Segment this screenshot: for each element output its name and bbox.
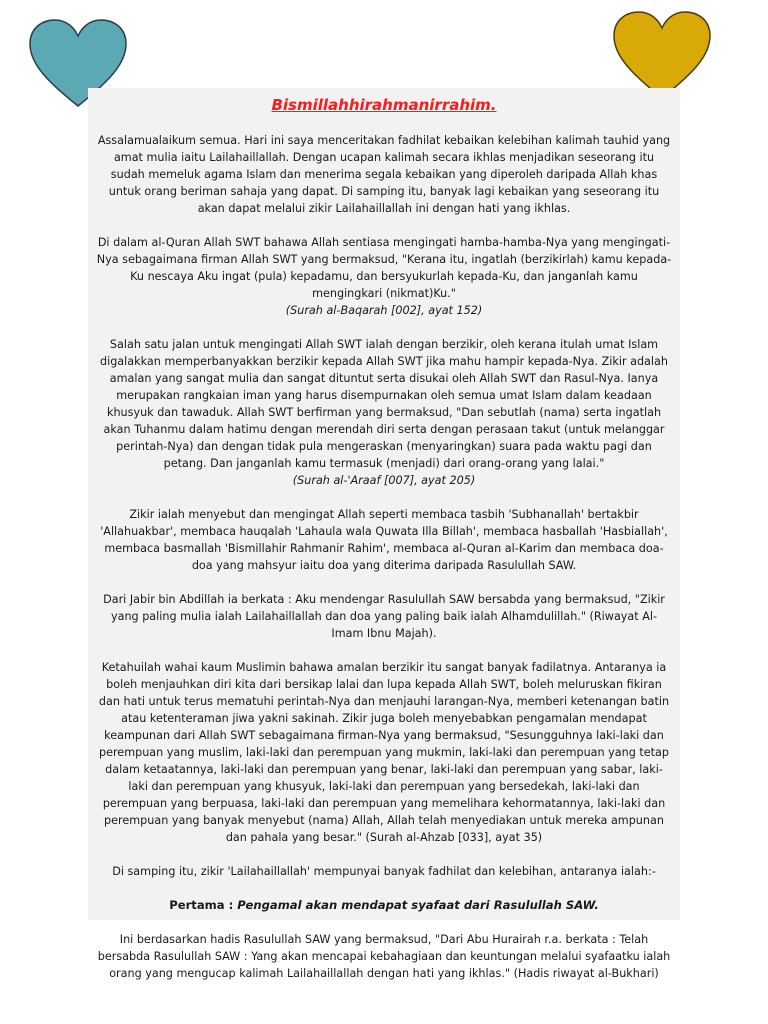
- paragraph-zikir-path: [96, 336, 672, 489]
- paragraph-jabir-hadith: [96, 591, 672, 642]
- paragraph-lailahaillallah: [96, 863, 672, 880]
- point-label: Pertama :: [169, 898, 238, 912]
- reference-baqarah: (Surah al-Baqarah [002], ayat 152): [285, 304, 483, 317]
- article-title: Bismillahhirahmanirrahim.: [271, 96, 497, 114]
- paragraph-zikir-path-text: Salah satu jalan untuk mengingati Allah SWT ialah dengan berzikir, oleh kerana itulah umat Islam digalakkan memperbanyakkan berzikir kepada Allah SWT jika mahu hampir kepada-Nya. Zikir adalah amalan yang sangat mulia dan sangat dituntut serta disukai oleh Allah SWT dan Rasul-Nya. Ianya merupakan rangkaian iman yang harus disempurnakan oleh semua umat Islam dalam keadaan khusyuk dan tawaduk. Allah SWT berfirman yang bermaksud, "Dan sebutlah (nama) serta ingatlah akan Tuhanmu dalam hatimu dengan merendah diri serta dengan perasaan takut (untuk melanggar perintah-Nya) dan dengan tidak pula mengeraskan (menyaringkan) suara pada waktu pagi dan petang. Dan janganlah kamu termasuk (menjadi) dari orang-orang yang lalai.": [100, 338, 668, 470]
- paragraph-abu-hurairah: [96, 931, 672, 982]
- point-text: Pengamal akan mendapat syafaat dari Rasulullah SAW.: [237, 898, 599, 912]
- paragraph-intro-text: Assalamualaikum semua. Hari ini saya menceritakan fadhilat kebaikan kelebihan kalimah tauhid yang amat mulia iaitu Lailahaillallah. Dengan ucapan kalimah secara ikhlas menjadikan seseorang itu sudah memeluk agama Islam dan menerima segala kebaikan yang diperoleh daripada Allah khas untuk orang beriman sahaja yang dapat. Di samping itu, banyak lagi kebaikan yang seseorang itu akan dapat melalui zikir Lailahaillallah ini dengan hati yang ikhlas.: [97, 134, 671, 215]
- paragraph-quran-text: Di dalam al-Quran Allah SWT bahawa Allah sentiasa mengingati hamba-hamba-Nya yang mengingati-Nya sebagaimana firman Allah SWT yang bermaksud, "Kerana itu, ingatlah (berzikirlah) kamu kepada-Ku nescaya Aku ingat (pula) kepadamu, dan bersyukurlah kepada-Ku, dan janganlah kamu mengingkari (nikmat)Ku.": [96, 236, 672, 300]
- paragraph-intro: [96, 132, 672, 217]
- reference-araaf: (Surah al-'Araaf [007], ayat 205): [292, 474, 476, 487]
- point-heading-1: [96, 897, 672, 914]
- paragraph-fadilat: [96, 659, 672, 846]
- paragraph-fadilat-text: Ketahuilah wahai kaum Muslimin bahawa amalan berzikir itu sangat banyak fadilatnya. Antaranya ia boleh menjauhkan diri kita dari bersikap lalai dan lupa kepada Allah SWT, boleh meluruskan fikiran dan hati untuk terus mematuhi perintah-Nya dan menjauhi larangan-Nya, memberi ketenangan batin atau ketenteraman jiwa yakni sakinah. Zikir juga boleh menyebabkan pengamalan mendapat keampunan dari Allah SWT sebagaimana firman-Nya yang bermaksud, "Sesungguhnya laki-laki dan perempuan yang muslim, laki-laki dan perempuan yang mukmin, laki-laki dan perempuan yang tetap dalam ketaatannya, laki-laki dan perempuan yang benar, laki-laki dan perempuan yang sabar, laki-laki dan perempuan yang khusyuk, laki-laki dan perempuan yang bersedekah, laki-laki dan perempuan yang berpuasa, laki-laki dan perempuan yang memelihara kehormatannya, laki-laki dan perempuan yang banyak menyebut (nama) Allah, Allah telah menyediakan untuk mereka ampunan dan pahala yang besar." (Surah al-Ahzab [033], ayat 35): [98, 661, 670, 844]
- paragraph-jabir-hadith-text: Dari Jabir bin Abdillah ia berkata : Aku mendengar Rasulullah SAW bersabda yang bermaksud, "Zikir yang paling mulia ialah Lailahaillallah dan doa yang paling baik ialah Alhamdulillah." (Riwayat Al-Imam Ibnu Majah).: [103, 593, 665, 640]
- paragraph-abu-hurairah-text: Ini berdasarkan hadis Rasulullah SAW yang bermaksud, "Dari Abu Hurairah r.a. berkata : Telah bersabda Rasulullah SAW : Yang akan mencapai kebahagiaan dan keuntungan melalui syafaatku ialah orang yang mengucap kalimah Lailahaillallah dengan hati yang ikhlas." (Hadis riwayat al-Bukhari): [97, 933, 671, 980]
- article-panel: [88, 88, 680, 980]
- paragraph-zikir-definition: [96, 506, 672, 574]
- paragraph-lailahaillallah-text: Di samping itu, zikir 'Lailahaillallah' mempunyai banyak fadhilat dan kelebihan, antaranya ialah:-: [112, 865, 656, 878]
- paragraph-zikir-definition-text: Zikir ialah menyebut dan mengingat Allah seperti membaca tasbih 'Subhanallah' bertakbir 'Allahuakbar', membaca hauqalah 'Lahaula wala Quwata Illa Billah', membaca hasballah 'Hasbiallah', membaca basmallah 'Bismillahir Rahmanir Rahim', membaca al-Quran al-Karim dan membaca doa-doa yang mahsyur iaitu doa yang diterima daripada Rasulullah SAW.: [100, 508, 668, 572]
- paragraph-quran: [96, 234, 672, 319]
